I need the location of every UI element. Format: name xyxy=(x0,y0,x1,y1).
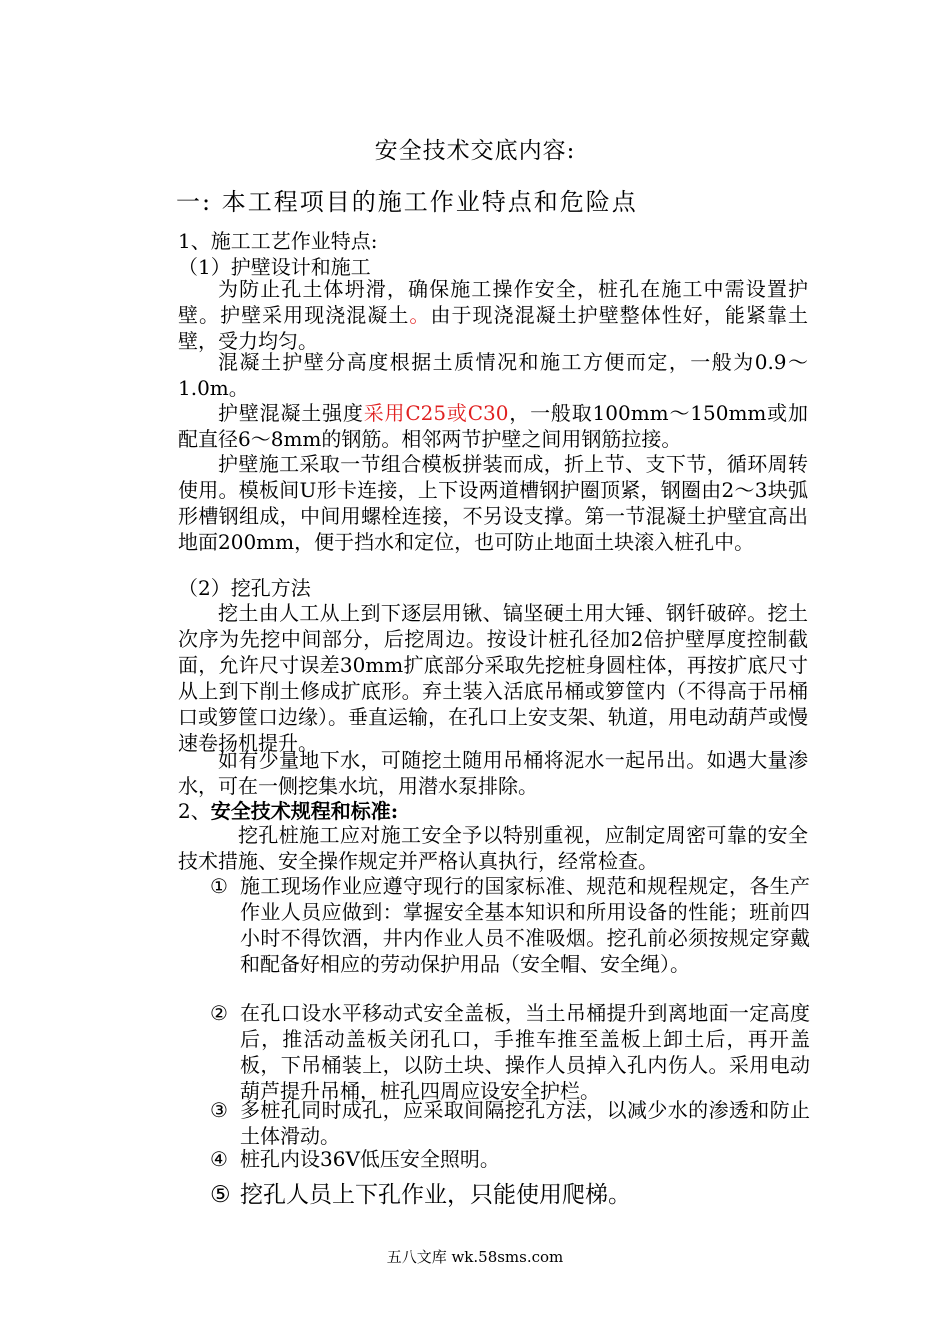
list-item xyxy=(210,873,810,977)
list-item-text: 施工现场作业应遵守现行的国家标准、规范和规程规定，各生产作业人员应做到：掌握安全基本知识和所用设备的性能；班前四小时不得饮酒，井内作业人员不准吸烟。挖孔前必须按规定穿戴和配备好相应的劳动保护用品（安全帽、安全绳）。 xyxy=(240,874,810,976)
subheading-2-num: 2、 xyxy=(178,799,211,823)
list-item-number: ⑤ xyxy=(210,1182,231,1208)
list-item-text: 挖孔人员上下孔作业，只能使用爬梯。 xyxy=(240,1182,631,1208)
list-item xyxy=(210,1146,810,1172)
list-item-text: 在孔口设水平移动式安全盖板，当土吊桶提升到离地面一定高度后，推活动盖板关闭孔口，手推车推至盖板上卸土后，再开盖板，下吊桶装上，以防土块、操作人员掉入孔内伤人。采用电动葫芦提升吊桶，桩孔四周应设安全护栏。 xyxy=(240,1001,810,1103)
list-item-number: ③ xyxy=(210,1098,228,1122)
document-title: 安全技术交底内容: xyxy=(374,138,576,164)
subheading-1: 1、施工工艺作业特点: xyxy=(178,229,378,253)
section-label-1: （1）护壁设计和施工 xyxy=(178,255,371,279)
section-label-2: （2）挖孔方法 xyxy=(178,576,311,600)
list-item-text: 桩孔内设36V低压安全照明。 xyxy=(240,1147,500,1171)
list-item xyxy=(210,1000,810,1104)
paragraph-3-red: 采用C25或C30 xyxy=(363,401,509,425)
paragraph-1-rest: 由于现浇混凝土护壁整体性好，能紧靠土壁，受力均匀。 xyxy=(178,303,809,353)
list-item-text: 多桩孔同时成孔，应采取间隔挖孔方法，以减少水的渗透和防止土体滑动。 xyxy=(240,1098,810,1148)
paragraph-1-mark: 。 xyxy=(409,303,431,327)
paragraph-3-b: ，一般取100mm～150mm或加配直径6～8mm的钢筋。相邻两节护壁之间用钢筋拉接。 xyxy=(178,401,808,451)
paragraph-4: 护壁施工采取一节组合模板拼装而成，折上节、支下节，循环周转使用。模板间U形卡连接，上下设两道槽钢护圈顶紧，钢圈由2～3块弧形槽钢组成，中间用螺栓连接，不另设支撑。第一节混凝土护壁宜高出地面200mm，便于挡水和定位，也可防止地面土块滚入桩孔中。 xyxy=(178,452,808,554)
paragraph-3 xyxy=(178,400,808,452)
list-item-number: ② xyxy=(210,1001,228,1025)
list-item xyxy=(210,1097,810,1149)
paragraph-1 xyxy=(178,276,808,354)
paragraph-2: 混凝土护壁分高度根据土质情况和施工方便而定，一般为0.9～1.0m。 xyxy=(178,350,808,400)
footer-watermark: 五八文库 wk.58sms.com xyxy=(386,1248,564,1266)
section-heading-1: 一: 本工程项目的施工作业特点和危险点 xyxy=(176,188,638,216)
paragraph-6: 如有少量地下水，可随挖土随用吊桶将泥水一起吊出。如遇大量渗水，可在一侧挖集水坑，用潜水泵排除。 xyxy=(178,748,808,798)
paragraph-5: 挖土由人工从上到下逐层用锹、镐坚硬土用大锤、钢钎破碎。挖土次序为先挖中间部分，后挖周边。按设计桩孔径加2倍护壁厚度控制截面，允许尺寸误差30mm扩底部分采取先挖桩身圆柱体，再按扩底尺寸从上到下削土修成扩底形。弃土装入活底吊桶或箩筐内（不得高于吊桶口或箩筐口边缘）。垂直运输，在孔口上安支架、轨道，用电动葫芦或慢速卷扬机提升。 xyxy=(178,601,808,755)
subheading-2-title: 安全技术规程和标准: xyxy=(210,799,399,823)
subheading-2 xyxy=(178,798,398,824)
paragraph-1-text: 为防止孔土体坍滑，确保施工操作安全，桩孔在施工中需设置护壁。护壁采用现浇混凝土 xyxy=(178,277,808,327)
paragraph-7: 挖孔桩施工应对施工安全予以特别重视，应制定周密可靠的安全技术措施、安全操作规定并严格认真执行，经常检查。 xyxy=(178,823,808,873)
paragraph-3-a: 护壁混凝土强度 xyxy=(218,401,364,425)
list-item xyxy=(210,1180,810,1210)
list-item-number: ① xyxy=(210,874,228,898)
list-item-number: ④ xyxy=(210,1147,228,1171)
